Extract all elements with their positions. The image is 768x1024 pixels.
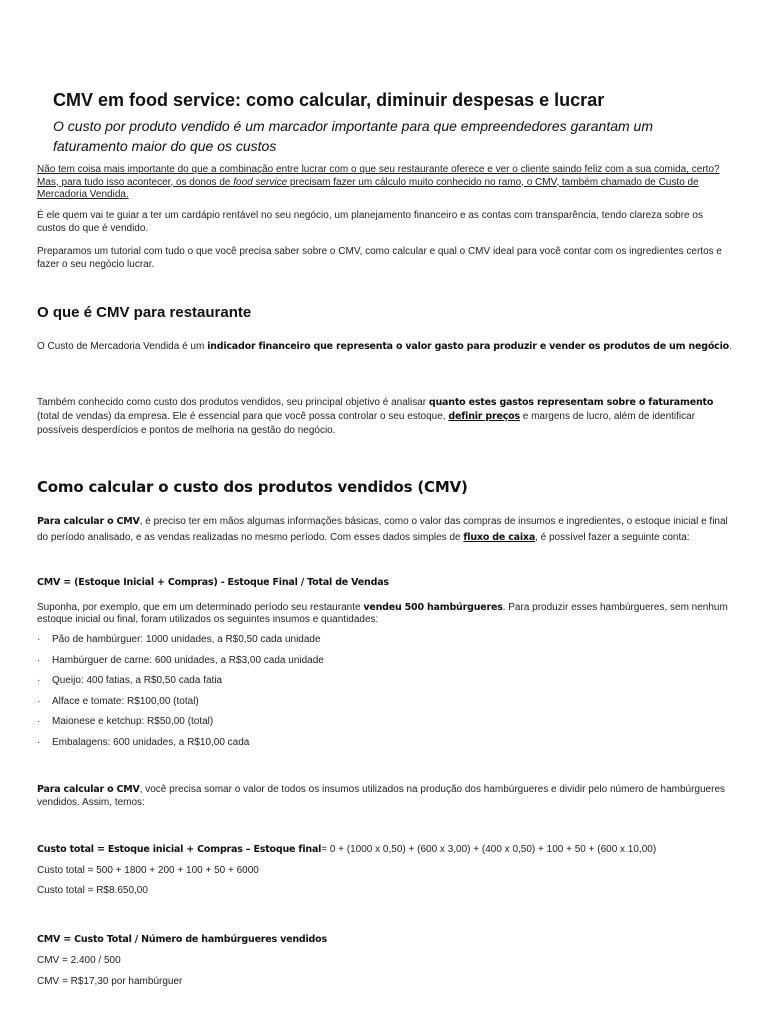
s1-p2-text-a: Também conhecido como custo dos produtos vendidos, seu principal objetivo é analisar (37, 397, 429, 408)
list-item-text: Hambúrguer de carne: 600 unidades, a R$3,00 cada unidade (52, 655, 324, 666)
calc-line-3: Custo total = R$8.650,00 (37, 885, 148, 896)
define-prices-link[interactable]: definir preços (448, 411, 520, 422)
section-heading-what-is-cmv: O que é CMV para restaurante (37, 304, 252, 321)
s2-p1-text-a: , é preciso ter em mãos algumas informações básicas, como o valor das compras de insumos e ingredientes, o estoque inicial e final do período analisado, e as vendas realizadas no mesmo período. Com esses dados simples de (37, 516, 728, 543)
s1-p2-text-b: (total de vendas) da empresa. Ele é essencial para que você possa controlar o seu estoque, (37, 411, 449, 422)
list-item (37, 675, 222, 686)
intro-p1-text-a: Não tem coisa mais importante do que a combinação entre lucrar com o que seu restaurante oferece e ver o cliente saindo feliz com a sua comida, certo? Mas, para tudo isso acontecer, os donos de (37, 164, 720, 188)
s2-p2-text-b: . Para produzir esses hambúrgueres, sem nenhum estoque inicial ou final, foram utilizados os seguintes insumos e quantidades: (37, 602, 728, 625)
intro-p1-text-b: precisam fazer um cálculo muito conhecido no ramo, o CMV, também chamado de Custo de Mercadoria Vendida. (37, 176, 699, 200)
intro-paragraph-1 (37, 164, 732, 202)
calc-line-5: CMV = R$17,30 por hambúrguer (37, 976, 183, 987)
intro-paragraph-2: É ele quem vai te guiar a ter um cardápio rentável no seu negócio, um planejamento financeiro e as contas com transparência, tendo clareza sobre os custos do que é vendido. (37, 210, 703, 234)
section2-paragraph-3 (37, 783, 732, 809)
calc-line-4: CMV = 2.400 / 500 (37, 955, 121, 966)
list-item (37, 655, 324, 666)
s2-p2-text-a: Suponha, por exemplo, que em um determinado período seu restaurante (37, 602, 364, 613)
section-heading-how-to-calculate: Como calcular o custo dos produtos vendidos (CMV) (37, 478, 468, 496)
cmv-formula: CMV = (Estoque Inicial + Compras) - Estoque Final / Total de Vendas (37, 577, 389, 588)
s1-p2-text-c: e margens de lucro, além de identificar possíveis desperdícios e pontos de melhoria na gestão do negócio. (37, 411, 696, 436)
list-item (37, 634, 321, 645)
s1-p1-highlight: indicador financeiro que representa o valor gasto para produzir e vender os produtos de um negócio (207, 341, 729, 352)
intro-p1-emphasis: food service (233, 176, 288, 188)
list-item-text: Embalagens: 600 unidades, a R$10,00 cada (52, 737, 250, 748)
bullet-icon: · (37, 675, 41, 686)
calc-line-1 (37, 844, 732, 857)
bullet-icon: · (37, 737, 41, 748)
s2-p2-highlight: vendeu 500 hambúrgueres (363, 602, 503, 613)
s2-p3-text-a: , você precisa somar o valor de todos os insumos utilizados na produção dos hambúrgueres e dividir pelo número de hambúrgueres vendidos. Assim, temos: (37, 784, 726, 808)
bullet-icon: · (37, 716, 41, 727)
section1-paragraph-2 (37, 396, 732, 438)
s1-p2-highlight: quanto estes gastos representam sobre o faturamento (428, 397, 714, 408)
list-item-text: Maionese e ketchup: R$50,00 (total) (52, 716, 214, 727)
s1-p1-text-a: O Custo de Mercadoria Vendida é um (37, 341, 208, 352)
list-item (37, 737, 249, 748)
bullet-icon: · (37, 655, 41, 666)
s1-p1-text-b: . (728, 341, 732, 352)
list-item (37, 716, 213, 727)
page-title: CMV em food service: como calcular, diminuir despesas e lucrar (53, 90, 605, 110)
calc-line-2: Custo total = 500 + 1800 + 200 + 100 + 50 + 6000 (37, 865, 259, 876)
list-item-text: Queijo: 400 fatias, a R$0,50 cada fatia (52, 675, 223, 686)
cmv-formula-2: CMV = Custo Total / Número de hambúrgueres vendidos (37, 934, 327, 945)
list-item-text: Alface e tomate: R$100,00 (total) (52, 696, 199, 707)
list-item-text: Pão de hambúrguer: 1000 unidades, a R$0,50 cada unidade (52, 634, 321, 645)
section2-paragraph-2 (37, 602, 732, 626)
section1-paragraph-1 (37, 338, 732, 356)
calc1-highlight: Custo total = Estoque inicial + Compras – Estoque final (37, 844, 322, 855)
cash-flow-link[interactable]: fluxo de caixa (463, 532, 536, 543)
page-subtitle: O custo por produto vendido é um marcador importante para que empreendedores garantam um faturamento maior do que os custos (53, 118, 654, 154)
s2-p1-text-b: , é possível fazer a seguinte conta: (535, 532, 690, 543)
s2-p1-highlight: Para calcular o CMV (37, 516, 140, 527)
bullet-icon: · (37, 634, 41, 645)
intro-paragraph-3: Preparamos um tutorial com tudo o que você precisa saber sobre o CMV, como calcular e qual o CMV ideal para você contar com os ingredientes certos e fazer o seu negócio lucrar. (37, 246, 722, 270)
bullet-icon: · (37, 696, 41, 707)
section2-paragraph-1 (37, 514, 732, 546)
s2-p3-highlight: Para calcular o CMV (37, 784, 140, 795)
list-item (37, 696, 199, 707)
calc1-text: = 0 + (1000 x 0,50) + (600 x 3,00) + (400 x 0,50) + 100 + 50 + (600 x 10,00) (321, 844, 657, 855)
